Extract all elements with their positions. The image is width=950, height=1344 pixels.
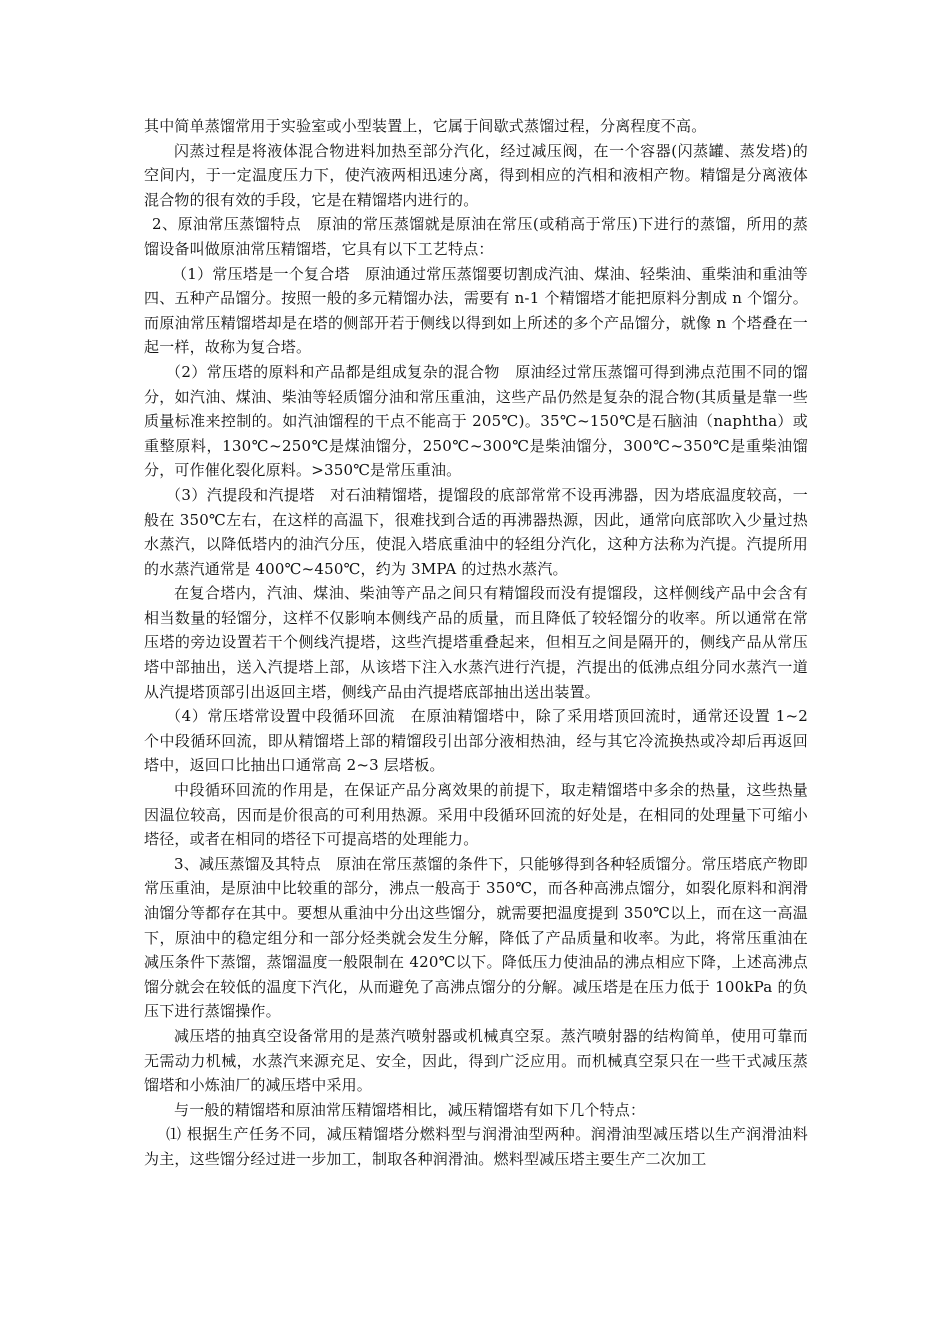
paragraph-9: 中段循环回流的作用是，在保证产品分离效果的前提下，取走精馏塔中多余的热量，这些热量因温位较高，因而是价很高的可利用热源。采用中段循环回流的好处是，在相同的处理量下可缩小塔径，或者在相同的塔径下可提高塔的处理能力。 [144,781,808,849]
paragraph-8: （4）常压塔常设置中段循环回流 在原油精馏塔中，除了采用塔顶回流时，通常还设置 1~2 个中段循环回流，即从精馏塔上部的精馏段引出部分液相热油，经与其它冷流换热或冷却后再返回塔中，返回口比抽出口通常高 2~3 层塔板。 [144,707,808,775]
paragraph-5: （2）常压塔的原料和产品都是组成复杂的混合物 原油经过常压蒸馏可得到沸点范围不同的馏分，如汽油、煤油、柴油等轻质馏分油和常压重油，这些产品仍然是复杂的混合物(其质量是靠一些质量标准来控制的。如汽油馏程的干点不能高于 205℃)。35℃~150℃是石脑油（naphtha）或重整原料，130℃~250℃是煤油馏分，250℃~300℃是柴油馏分，300℃~350℃是重柴油馏分，可作催化裂化原料。>350℃是常压重油。 [144,362,808,480]
paragraph-1: 其中简单蒸馏常用于实验室或小型装置上，它属于间歇式蒸馏过程，分离程度不高。 [144,117,707,135]
paragraph-3: 2、原油常压蒸馏特点 原油的常压蒸馏就是原油在常压(或稍高于常压)下进行的蒸馏，所用的蒸馏设备叫做原油常压精馏塔，它具有以下工艺特点： [144,215,808,258]
paragraph-4: （1）常压塔是一个复合塔 原油通过常压蒸馏要切割成汽油、煤油、轻柴油、重柴油和重油等四、五种产品馏分。按照一般的多元精馏办法，需要有 n-1 个精馏塔才能把原料分割成 n 个馏分。而原油常压精馏塔却是在塔的侧部开若于侧线以得到如上所述的多个产品馏分，就像 n 个塔叠在一起一样，故称为复合塔。 [144,264,808,357]
paragraph-7: 在复合塔内，汽油、煤油、柴油等产品之间只有精馏段而没有提馏段，这样侧线产品中会含有相当数量的轻馏分，这样不仅影响本侧线产品的质量，而且降低了较轻馏分的收率。所以通常在常压塔的旁边设置若干个侧线汽提塔，这些汽提塔重叠起来，但相互之间是隔开的，侧线产品从常压塔中部抽出，送入汽提塔上部，从该塔下注入水蒸汽进行汽提，汽提出的低沸点组分同水蒸汽一道从汽提塔顶部引出返回主塔，侧线产品由汽提塔底部抽出送出装置。 [144,584,808,701]
paragraph-11: 减压塔的抽真空设备常用的是蒸汽喷射器或机械真空泵。蒸汽喷射器的结构简单，使用可靠而无需动力机械，水蒸汽来源充足、安全，因此，得到广泛应用。而机械真空泵只在一些干式减压蒸馏塔和小炼油厂的减压塔中采用。 [144,1026,808,1095]
paragraph-13: ⑴ 根据生产任务不同，减压精馏塔分燃料型与润滑油型两种。润滑油型减压塔以生产润滑油料为主，这些馏分经过进一步加工，制取各种润滑油。燃料型减压塔主要生产二次加工 [144,1125,808,1168]
paragraph-10: 3、减压蒸馏及其特点 原油在常压蒸馏的条件下，只能够得到各种轻质馏分。常压塔底产物即常压重油，是原油中比较重的部分，沸点一般高于 350℃，而各种高沸点馏分，如裂化原料和润滑油馏分等都存在其中。要想从重油中分出这些馏分，就需要把温度提到 350℃以上，而在这一高温下，原油中的稳定组分和一部分烃类就会发生分解，降低了产品质量和收率。为此，将常压重油在减压条件下蒸馏，蒸馏温度一般限制在 420℃以下。降低压力使油品的沸点相应下降，上述高沸点馏分就会在较低的温度下汽化，从而避免了高沸点馏分的分解。减压塔是在压力低于 100kPa 的负压下进行蒸馏操作。 [144,854,808,1021]
paragraph-12: 与一般的精馏塔和原油常压精馏塔相比，减压精馏塔有如下几个特点： [174,1100,646,1119]
paragraph-2: 闪蒸过程是将液体混合物进料加热至部分汽化，经过减压阀，在一个容器(闪蒸罐、蒸发塔)的空间内，于一定温度压力下，使汽液两相迅速分离，得到相应的汽相和液相产物。精馏是分离液体混合物的很有效的手段，它是在精馏塔内进行的。 [144,141,808,209]
paragraph-6: （3）汽提段和汽提塔 对石油精馏塔，提馏段的底部常常不设再沸器，因为塔底温度较高，一般在 350℃左右，在这样的高温下，很难找到合适的再沸器热源，因此，通常向底部吹入少量过热水蒸汽，以降低塔内的油汽分压，使混入塔底重油中的轻组分汽化，这种方法称为汽提。汽提所用的水蒸汽通常是 400℃~450℃，约为 3MPA 的过热水蒸汽。 [144,485,808,578]
document-body [144,114,808,1172]
